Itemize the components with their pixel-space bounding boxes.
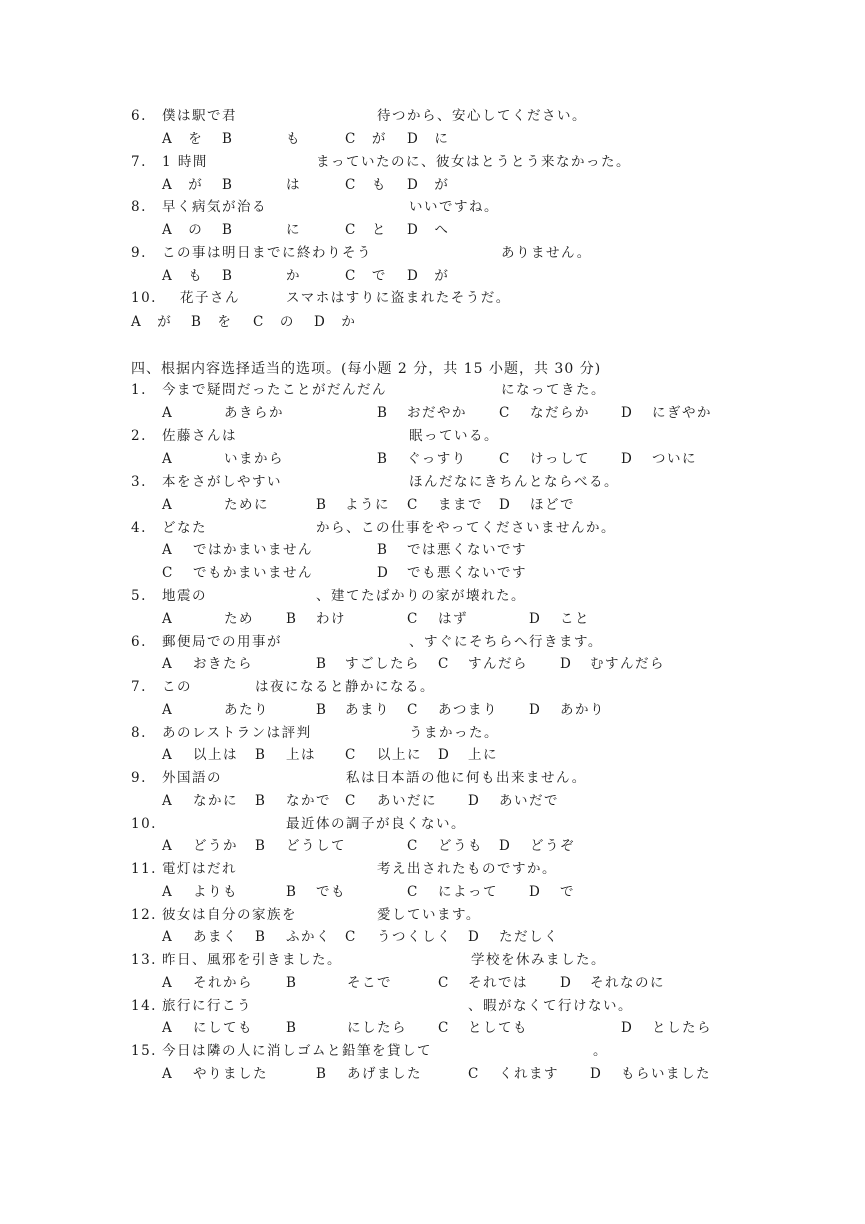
option-letter: A <box>162 497 174 513</box>
option-letter: D <box>499 497 512 513</box>
question-stem-end: 考え出されたものですか。 <box>377 861 557 877</box>
option-letter: A <box>162 793 174 809</box>
option-letter: A <box>162 405 174 421</box>
question-stem: 早く病気が治る <box>162 199 267 215</box>
option-text: どうも <box>438 838 483 854</box>
option-c: C と <box>345 222 387 238</box>
option-d: D か <box>314 314 357 330</box>
option-text: それから <box>193 975 253 991</box>
option-letter: A <box>162 1066 174 1082</box>
question-stem: あのレストランは評判 <box>162 725 312 741</box>
option-b-letter: B <box>222 131 234 147</box>
question-number: 7. <box>131 679 147 695</box>
option-letter: C <box>438 1020 450 1036</box>
option-text: あいだで <box>499 793 559 809</box>
option-letter: D <box>621 1020 634 1036</box>
question-stem-end: 。 <box>593 1043 608 1059</box>
option-letter: D <box>529 611 542 627</box>
question-stem-end: から、この仕事をやってくださいませんか。 <box>316 520 616 536</box>
option-letter: D <box>499 838 512 854</box>
option-text: おだやか <box>407 405 467 421</box>
option-letter: D <box>560 656 573 672</box>
option-letter: B <box>316 497 328 513</box>
option-text: それでは <box>468 975 528 991</box>
question-stem-end: 愛しています。 <box>377 907 481 923</box>
question-stem: 旅行に行こう <box>162 998 252 1014</box>
question-stem: 僕は駅で君 <box>162 108 237 124</box>
option-letter: B <box>286 975 298 991</box>
option-letter: D <box>560 975 573 991</box>
option-text: ぐっすり <box>407 451 467 467</box>
option-text: でも悪くないです <box>407 565 527 581</box>
option-b: に <box>286 222 301 238</box>
question-stem: 今日は隣の人に消しゴムと鉛筆を貸して <box>162 1043 432 1059</box>
question-stem-end: 最近体の調子が良くない。 <box>286 816 466 832</box>
option-letter: A <box>162 929 174 945</box>
option-text: どうして <box>286 838 346 854</box>
question-number: 13. <box>131 952 157 968</box>
option-text: あまり <box>345 702 390 718</box>
option-letter: B <box>377 405 389 421</box>
option-letter: D <box>529 702 542 718</box>
option-letter: B <box>286 611 298 627</box>
option-letter: D <box>377 565 390 581</box>
option-letter: A <box>162 747 174 763</box>
question-number: 9. <box>131 245 147 261</box>
option-letter: A <box>162 451 174 467</box>
option-letter: C <box>407 884 419 900</box>
question-stem: 外国語の <box>162 770 222 786</box>
option-a: A が <box>162 177 204 193</box>
question-number: 14. <box>131 998 157 1014</box>
option-letter: B <box>316 1066 328 1082</box>
question-stem-end: 私は日本語の他に何も出来ません。 <box>346 770 587 786</box>
option-letter: C <box>407 702 419 718</box>
option-letter: B <box>255 929 267 945</box>
option-text: すんだら <box>468 656 528 672</box>
option-d: D へ <box>407 222 450 238</box>
option-text: にしたら <box>347 1020 407 1036</box>
option-letter: C <box>499 405 511 421</box>
option-text: すごしたら <box>345 656 420 672</box>
option-text: わけ <box>316 611 346 627</box>
question-number: 5. <box>131 588 147 604</box>
option-a: A も <box>162 268 204 284</box>
question-number: 4. <box>131 520 147 536</box>
option-text: ではかまいません <box>193 542 313 558</box>
option-text: としても <box>468 1020 528 1036</box>
option-text: そこで <box>347 975 392 991</box>
question-stem-end: ありません。 <box>501 245 592 261</box>
question-number: 10. <box>131 290 157 306</box>
question-stem-end: 、すぐにそちらへ行きます。 <box>409 634 603 650</box>
option-b: は <box>286 177 301 193</box>
option-letter: B <box>255 838 267 854</box>
question-number: 9. <box>131 770 147 786</box>
option-letter: B <box>377 451 389 467</box>
option-text: いまから <box>224 451 284 467</box>
question-number: 7. <box>131 154 147 170</box>
question-stem-end: いいですね。 <box>409 199 499 215</box>
option-letter: C <box>162 565 174 581</box>
question-stem-end: 学校を休みました。 <box>471 952 606 968</box>
option-text: なだらか <box>530 405 590 421</box>
option-b-letter: B <box>222 268 234 284</box>
option-letter: C <box>499 451 511 467</box>
question-stem: 郵便局での用事が <box>162 634 282 650</box>
option-letter: C <box>345 793 357 809</box>
option-text: なかに <box>193 793 238 809</box>
question-stem: 本をさがしやすい <box>162 474 282 490</box>
option-text: でも <box>316 884 346 900</box>
option-letter: A <box>162 1020 174 1036</box>
option-text: で <box>560 884 575 900</box>
question-stem: 昨日、風邪を引きました。 <box>162 952 342 968</box>
option-d: D に <box>407 131 450 147</box>
option-letter: A <box>162 611 174 627</box>
option-text: にぎやか <box>652 405 712 421</box>
question-number: 1. <box>131 382 147 398</box>
option-letter: D <box>529 884 542 900</box>
question-stem: 佐藤さんは <box>162 428 237 444</box>
option-letter: C <box>407 611 419 627</box>
option-letter: D <box>438 747 451 763</box>
question-stem-end: 、建てたばかりの家が壊れた。 <box>316 588 526 604</box>
option-b: B を <box>191 314 233 330</box>
option-text: ままで <box>438 497 483 513</box>
option-letter: D <box>468 929 481 945</box>
option-b: も <box>286 131 301 147</box>
option-c: C も <box>345 177 387 193</box>
option-letter: C <box>407 838 419 854</box>
option-text: ほどで <box>530 497 575 513</box>
question-stem-end: ほんだなにきちんとならべる。 <box>409 474 619 490</box>
option-letter: D <box>468 793 481 809</box>
question-stem-end: スマホはすりに盗まれたそうだ。 <box>286 290 511 306</box>
question-stem: 電灯はだれ <box>162 861 237 877</box>
question-stem: どなた <box>162 520 207 536</box>
option-text: むすんだら <box>590 656 665 672</box>
question-stem-end: 、暇がなくて行けない。 <box>468 998 633 1014</box>
option-letter: B <box>316 702 328 718</box>
option-letter: B <box>316 656 328 672</box>
option-text: それなのに <box>590 975 665 991</box>
question-number: 6. <box>131 108 147 124</box>
option-text: あつまり <box>438 702 498 718</box>
option-text: あきらか <box>224 405 284 421</box>
option-text: 上に <box>468 747 498 763</box>
option-letter: C <box>438 656 450 672</box>
question-number: 8. <box>131 725 147 741</box>
question-stem: この <box>162 679 192 695</box>
question-stem-end: 待つから、安心してください。 <box>377 108 587 124</box>
question-number: 6. <box>131 634 147 650</box>
option-letter: B <box>286 1020 298 1036</box>
option-text: にしても <box>193 1020 253 1036</box>
question-stem: 彼女は自分の家族を <box>162 907 297 923</box>
option-text: こと <box>560 611 590 627</box>
option-text: あげました <box>347 1066 422 1082</box>
option-text: でもかまいません <box>193 565 313 581</box>
option-b-letter: B <box>222 177 234 193</box>
option-letter: C <box>468 1066 480 1082</box>
question-number: 12. <box>131 907 157 923</box>
option-d: D が <box>407 177 450 193</box>
option-letter: A <box>162 542 174 558</box>
option-text: 以上に <box>377 747 422 763</box>
question-stem: 地震の <box>162 588 207 604</box>
option-d: D が <box>407 268 450 284</box>
question-number: 8. <box>131 199 147 215</box>
question-stem-end: うまかった。 <box>409 725 499 741</box>
option-text: ため <box>224 611 254 627</box>
question-stem: 花子さん <box>180 290 240 306</box>
option-text: はず <box>438 611 468 627</box>
option-letter: C <box>345 929 357 945</box>
option-text: ために <box>224 497 269 513</box>
option-letter: A <box>162 838 174 854</box>
option-text: やりました <box>193 1066 268 1082</box>
question-number: 3. <box>131 474 147 490</box>
option-c: C の <box>253 314 295 330</box>
question-number: 2. <box>131 428 147 444</box>
option-letter: A <box>162 884 174 900</box>
question-stem: 今まで疑問だったことがだんだん <box>162 382 387 398</box>
option-text: あかり <box>560 702 605 718</box>
option-text: けっして <box>530 451 590 467</box>
question-stem: この事は明日までに終わりそう <box>162 245 372 261</box>
option-letter: A <box>162 702 174 718</box>
option-text: おきたら <box>193 656 253 672</box>
option-letter: B <box>286 884 298 900</box>
option-text: ついに <box>652 451 697 467</box>
question-stem-end: 眠っている。 <box>409 428 499 444</box>
option-letter: A <box>162 656 174 672</box>
option-text: 上は <box>286 747 316 763</box>
option-text: なかで <box>286 793 331 809</box>
question-number: 15. <box>131 1043 157 1059</box>
option-text: あたり <box>224 702 269 718</box>
option-b: か <box>286 268 301 284</box>
option-letter: B <box>255 793 267 809</box>
question-stem-end: になってきた。 <box>501 382 606 398</box>
option-text: ふかく <box>286 929 331 945</box>
option-letter: C <box>407 497 419 513</box>
option-c: C で <box>345 268 387 284</box>
option-text: では悪くないです <box>407 542 527 558</box>
option-letter: B <box>377 542 389 558</box>
option-letter: B <box>255 747 267 763</box>
option-text: によって <box>438 884 498 900</box>
option-text: あいだに <box>377 793 437 809</box>
option-text: よりも <box>193 884 238 900</box>
question-stem-end: まっていたのに、彼女はとうとう来なかった。 <box>316 154 631 170</box>
question-stem-end: は夜になると静かになる。 <box>255 679 435 695</box>
option-letter: C <box>438 975 450 991</box>
option-text: ただしく <box>499 929 559 945</box>
option-c: C が <box>345 131 387 147</box>
option-text: もらいました <box>621 1066 711 1082</box>
question-stem: 1 時間 <box>162 154 208 170</box>
option-text: 以上は <box>193 747 238 763</box>
section-title: 四、根据内容选择适当的选项。(每小题 2 分，共 15 小题，共 30 分) <box>131 361 602 377</box>
option-text: あまく <box>193 929 238 945</box>
option-text: どうぞ <box>530 838 575 854</box>
option-text: くれます <box>499 1066 559 1082</box>
option-text: としたら <box>652 1020 712 1036</box>
option-letter: D <box>621 405 634 421</box>
option-text: うつくしく <box>377 929 452 945</box>
option-a: A の <box>162 222 204 238</box>
option-letter: C <box>345 747 357 763</box>
option-a: A が <box>131 314 173 330</box>
option-text: ように <box>345 497 390 513</box>
option-letter: A <box>162 975 174 991</box>
option-letter: D <box>590 1066 603 1082</box>
option-a: A を <box>162 131 204 147</box>
question-number: 10. <box>131 816 157 832</box>
option-letter: D <box>621 451 634 467</box>
option-text: どうか <box>193 838 238 854</box>
question-number: 11. <box>131 861 157 877</box>
option-b-letter: B <box>222 222 234 238</box>
